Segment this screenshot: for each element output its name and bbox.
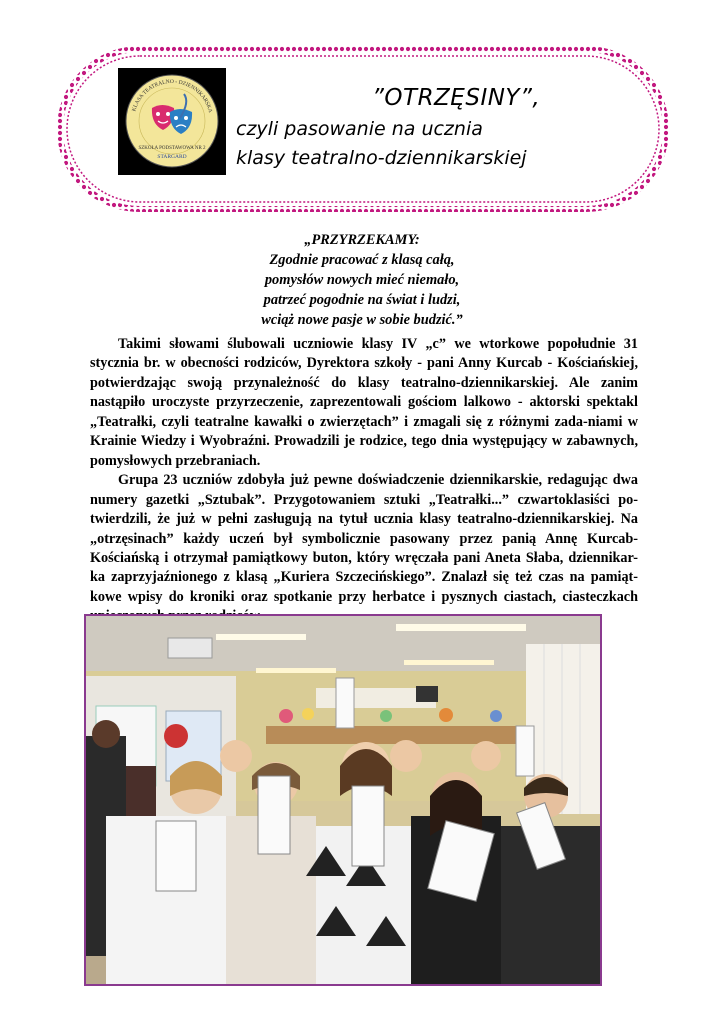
poem-line: „PRZYRZEKAMY: xyxy=(304,232,420,248)
poem-line: patrzeć pogodnie na świat i ludzi, xyxy=(263,292,461,308)
svg-text:SZKOŁA PODSTAWOWA NR 2: SZKOŁA PODSTAWOWA NR 2 xyxy=(138,146,206,151)
article-paragraph-2: Grupa 23 uczniów zdobyła już pewne doświadczenie dziennikarskie, redagując dwa numery gazetki „Sztubak”. Przygotowaniem sztuki „Teatrałki...” czwartoklasiści po-twierdzili, że już w pełni zasługują na tytuł ucznia klasy teatralno-dziennikarskiej. Na „otrzęsinach” każdy uczeń był symbolicznie pasowany przez panią Annę Kurcab-Kościańską i otrzymał pamiątkowy buton, który wręczała pani Aneta Słaba, dziennikar-ka zaprzyjaźnionego z klasą „Kuriera Szczecińskiego”. Znalazł się też czas na pamiąt-kowe wpisy do kroniki oraz spotkanie przy herbatce i pysznych ciastach, ciasteczkach xyxy=(90,472,638,605)
article-subtitle-line-1: czyli pasowanie na ucznia xyxy=(236,118,483,140)
article-title: ”OTRZĘSINY”, xyxy=(372,85,541,111)
event-photo xyxy=(84,614,602,986)
article-body xyxy=(90,335,638,627)
svg-text:STARGARD: STARGARD xyxy=(157,154,187,160)
article-paragraph-1: Takimi słowami ślubowali uczniowie klasy IV „c” we wtorkowe popołudnie 31 stycznia br. w obecności rodziców, Dyrektora szkoły - pani Anny Kurcab - Kościańskiej, potwierdzając swoją przynależność do klasy teatralno-dziennikarskiej. Ale zanim nastąpiło uroczyste przyrzeczenie, zaprezentowali gościom lalkowo - aktorski spektakl „Teatrałki, czyli teatralne kawałki o zwierzętach” i zmagali się z różnymi zada-niami w Krainie Wiedzy i Wyobraźni. Prowadzili je rodzice, tego dnia występujący w zabawnych, pomysłowych przebraniach. xyxy=(90,336,638,469)
poem-line: Zgodnie pracować z klasą całą, xyxy=(269,252,455,268)
pledge-poem xyxy=(160,230,564,330)
class-logo xyxy=(118,68,226,175)
svg-text:KLASA TEATRALNO - DZIENNIKARSK: KLASA TEATRALNO - DZIENNIKARSKA xyxy=(131,78,214,114)
poem-line: wciąż nowe pasje w sobie budzić.” xyxy=(261,312,463,328)
article-subtitle-line-2: klasy teatralno-dziennikarskiej xyxy=(236,147,527,169)
poem-line: pomysłów nowych mieć niemało, xyxy=(264,272,460,288)
